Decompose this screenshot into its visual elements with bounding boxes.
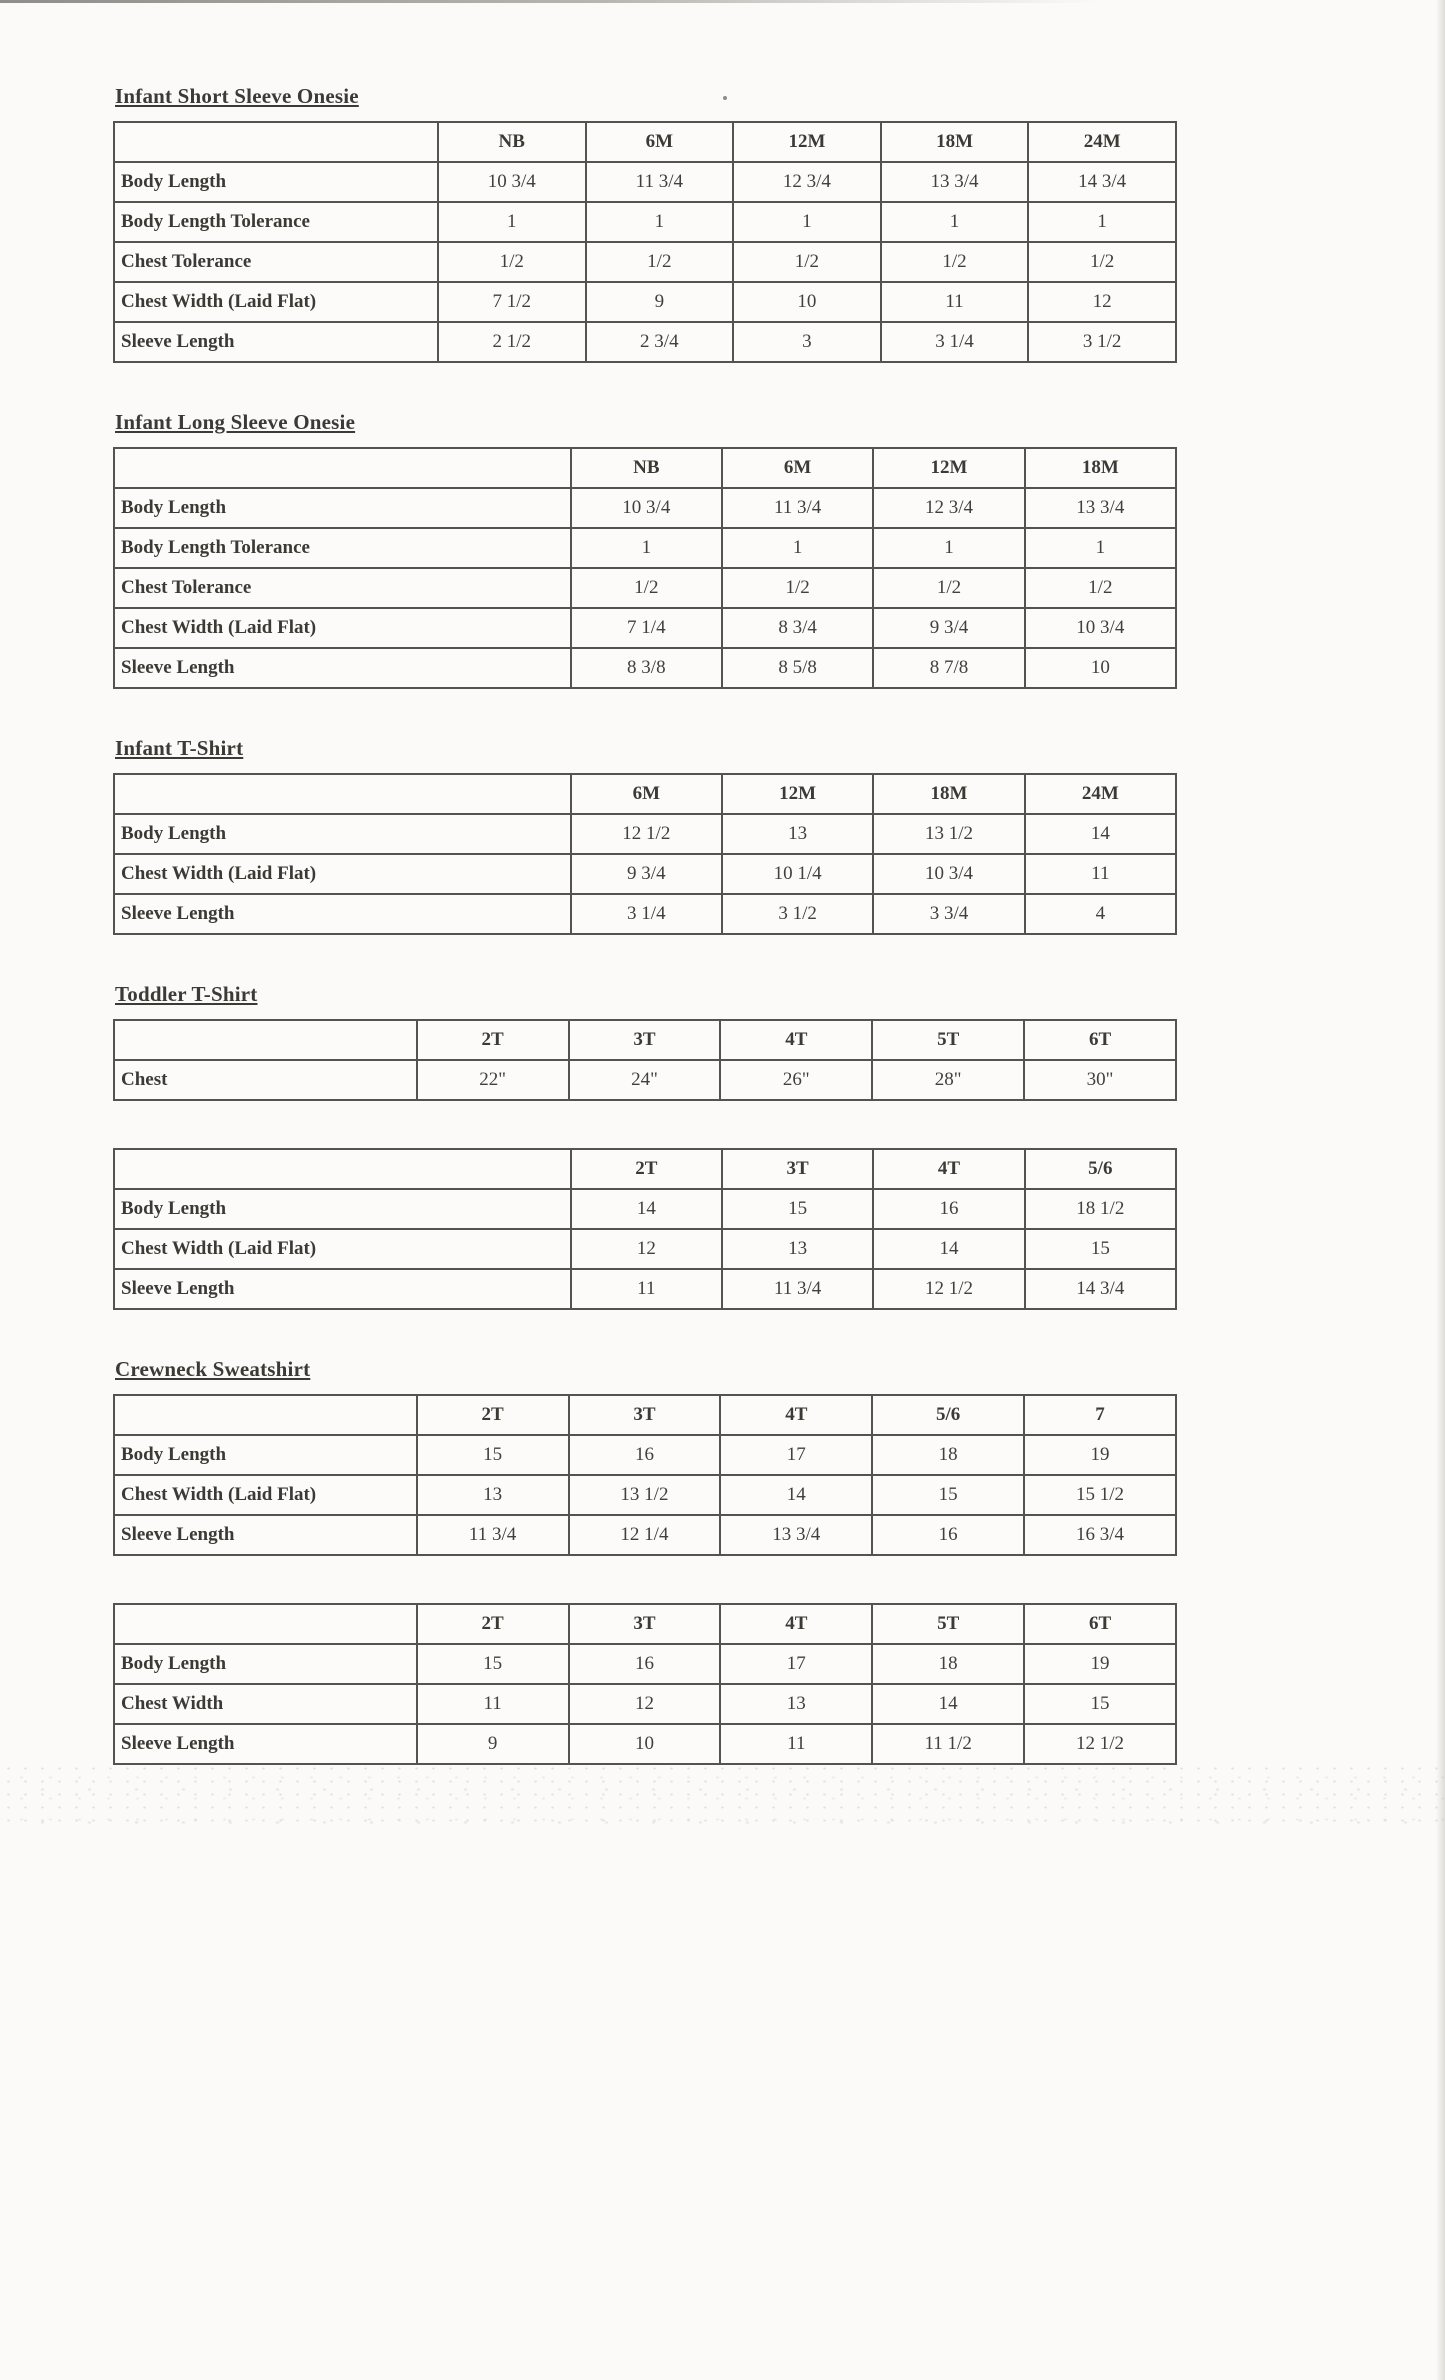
size-value: 9 3/4 [571,854,722,894]
size-value: 10 [1025,648,1176,688]
size-value: 13 1/2 [569,1475,721,1515]
size-value: 1 [881,202,1029,242]
size-value: 1/2 [881,242,1029,282]
size-value: 11 3/4 [586,162,734,202]
column-header: 3T [722,1149,873,1189]
column-header: 18M [1025,448,1176,488]
size-value: 8 7/8 [873,648,1024,688]
scan-right-edge-artifact [1436,0,1445,2380]
section-title: Infant T-Shirt [115,736,244,760]
size-value: 1/2 [571,568,722,608]
size-value: 1 [586,202,734,242]
column-header: 7 [1024,1395,1176,1435]
size-value: 15 [1025,1229,1176,1269]
size-value: 16 [569,1644,721,1684]
size-value: 1/2 [873,568,1024,608]
size-table [113,773,1177,935]
size-value: 16 [569,1435,721,1475]
table-row [114,1435,1176,1475]
row-label: Body Length Tolerance [114,528,571,568]
size-value: 16 3/4 [1024,1515,1176,1555]
column-header: 4T [720,1604,872,1644]
size-chart-section [113,1357,1177,1556]
size-value: 18 [872,1644,1024,1684]
size-value: 12 3/4 [733,162,881,202]
corner-cell [114,1149,571,1189]
size-value: 11 3/4 [722,488,873,528]
size-value: 1 [722,528,873,568]
scan-top-edge-artifact [0,0,1098,3]
row-label: Chest Tolerance [114,568,571,608]
table-row [114,1229,1176,1269]
size-value: 14 3/4 [1025,1269,1176,1309]
table-row [114,1684,1176,1724]
section-title: Crewneck Sweatshirt [115,1357,311,1381]
size-value: 11 [417,1684,569,1724]
table-row [114,814,1176,854]
size-value: 14 [571,1189,722,1229]
column-header: 3T [569,1020,721,1060]
corner-cell [114,448,571,488]
column-header: 6M [571,774,722,814]
table-row [114,1644,1176,1684]
column-header: 12M [722,774,873,814]
table-row [114,894,1176,934]
row-label: Chest Width [114,1684,417,1724]
size-value: 8 3/8 [571,648,722,688]
column-header: 2T [417,1395,569,1435]
column-header: 2T [417,1020,569,1060]
size-value: 13 3/4 [1025,488,1176,528]
size-value: 1/2 [438,242,586,282]
column-header: 24M [1028,122,1176,162]
table-row [114,1515,1176,1555]
column-header: 6T [1024,1604,1176,1644]
column-header: 3T [569,1604,721,1644]
size-value: 16 [873,1189,1024,1229]
size-value: 12 [571,1229,722,1269]
column-header: 6M [586,122,734,162]
size-table [113,1019,1177,1101]
size-value: 3 1/4 [571,894,722,934]
table-row [114,282,1176,322]
size-value: 15 1/2 [1024,1475,1176,1515]
size-value: 10 1/4 [722,854,873,894]
column-header: NB [571,448,722,488]
size-value: 15 [417,1435,569,1475]
row-label: Sleeve Length [114,1269,571,1309]
size-value: 3 1/4 [881,322,1029,362]
size-value: 1 [1025,528,1176,568]
size-table [113,1603,1177,1765]
size-chart-section [113,1148,1177,1310]
table-row [114,488,1176,528]
size-value: 9 3/4 [873,608,1024,648]
table-row [114,162,1176,202]
section-title: Toddler T-Shirt [115,982,258,1006]
size-value: 13 [417,1475,569,1515]
size-value: 2 1/2 [438,322,586,362]
size-value: 13 3/4 [720,1515,872,1555]
size-value: 3 3/4 [873,894,1024,934]
table-row [114,854,1176,894]
size-value: 16 [872,1515,1024,1555]
corner-cell [114,774,571,814]
size-value: 22" [417,1060,569,1100]
size-value: 15 [417,1644,569,1684]
size-value: 2 3/4 [586,322,734,362]
column-header: 12M [873,448,1024,488]
row-label: Chest Width (Laid Flat) [114,1229,571,1269]
size-chart-section [113,410,1177,689]
column-header: 5T [872,1020,1024,1060]
size-table [113,447,1177,689]
size-value: 11 [1025,854,1176,894]
size-value: 30" [1024,1060,1176,1100]
size-value: 1/2 [722,568,873,608]
table-row [114,242,1176,282]
size-value: 11 [571,1269,722,1309]
size-table [113,121,1177,363]
size-value: 12 1/2 [571,814,722,854]
size-value: 14 [1025,814,1176,854]
size-value: 4 [1025,894,1176,934]
column-header: 3T [569,1395,721,1435]
row-label: Chest Width (Laid Flat) [114,1475,417,1515]
size-value: 3 [733,322,881,362]
size-value: 12 1/2 [1024,1724,1176,1764]
row-label: Sleeve Length [114,322,438,362]
size-value: 3 1/2 [1028,322,1176,362]
corner-cell [114,1604,417,1644]
size-value: 14 3/4 [1028,162,1176,202]
size-value: 13 1/2 [873,814,1024,854]
table-row [114,608,1176,648]
size-value: 12 1/4 [569,1515,721,1555]
size-value: 12 [569,1684,721,1724]
size-value: 7 1/2 [438,282,586,322]
row-label: Sleeve Length [114,1515,417,1555]
size-value: 13 [720,1684,872,1724]
column-header: 18M [873,774,1024,814]
size-value: 11 3/4 [722,1269,873,1309]
size-value: 1 [1028,202,1176,242]
size-value: 19 [1024,1644,1176,1684]
size-value: 12 1/2 [873,1269,1024,1309]
size-value: 10 [569,1724,721,1764]
size-value: 13 3/4 [881,162,1029,202]
size-value: 1/2 [1025,568,1176,608]
table-row [114,1475,1176,1515]
size-value: 26" [720,1060,872,1100]
row-label: Body Length [114,1435,417,1475]
size-value: 18 1/2 [1025,1189,1176,1229]
size-chart-section [113,84,1177,363]
table-row [114,1724,1176,1764]
column-header: 24M [1025,774,1176,814]
size-value: 14 [873,1229,1024,1269]
size-value: 10 3/4 [1025,608,1176,648]
table-row [114,1060,1176,1100]
size-chart-section [113,736,1177,935]
corner-cell [114,1395,417,1435]
column-header: 5/6 [1025,1149,1176,1189]
size-value: 1 [733,202,881,242]
table-row [114,528,1176,568]
column-header: 4T [720,1020,872,1060]
size-value: 14 [872,1684,1024,1724]
size-value: 10 3/4 [873,854,1024,894]
table-row [114,1189,1176,1229]
size-value: 15 [1024,1684,1176,1724]
size-value: 13 [722,1229,873,1269]
size-value: 12 [1028,282,1176,322]
column-header: 18M [881,122,1029,162]
size-value: 11 [720,1724,872,1764]
row-label: Body Length [114,1189,571,1229]
section-title: Infant Short Sleeve Onesie [115,84,359,108]
size-value: 9 [586,282,734,322]
size-table [113,1148,1177,1310]
corner-cell [114,122,438,162]
size-value: 15 [722,1189,873,1229]
row-label: Chest Width (Laid Flat) [114,608,571,648]
column-header: 5T [872,1604,1024,1644]
size-chart-content [113,84,1177,1812]
size-value: 1/2 [733,242,881,282]
row-label: Sleeve Length [114,648,571,688]
size-value: 11 [881,282,1029,322]
row-label: Body Length [114,814,571,854]
row-label: Body Length [114,1644,417,1684]
size-value: 17 [720,1435,872,1475]
size-value: 19 [1024,1435,1176,1475]
size-value: 10 [733,282,881,322]
size-value: 1 [873,528,1024,568]
column-header: 4T [720,1395,872,1435]
row-label: Body Length [114,488,571,528]
row-label: Sleeve Length [114,894,571,934]
row-label: Chest Width (Laid Flat) [114,282,438,322]
corner-cell [114,1020,417,1060]
size-value: 11 1/2 [872,1724,1024,1764]
size-value: 11 3/4 [417,1515,569,1555]
table-row [114,568,1176,608]
size-value: 1/2 [1028,242,1176,282]
size-value: 8 3/4 [722,608,873,648]
table-row [114,202,1176,242]
column-header: 2T [417,1604,569,1644]
size-value: 3 1/2 [722,894,873,934]
section-title: Infant Long Sleeve Onesie [115,410,356,434]
column-header: 6T [1024,1020,1176,1060]
size-value: 24" [569,1060,721,1100]
table-row [114,1269,1176,1309]
column-header: 5/6 [872,1395,1024,1435]
column-header: 4T [873,1149,1024,1189]
size-value: 1 [571,528,722,568]
row-label: Body Length Tolerance [114,202,438,242]
row-label: Chest Tolerance [114,242,438,282]
size-value: 7 1/4 [571,608,722,648]
size-value: 1 [438,202,586,242]
row-label: Chest [114,1060,417,1100]
size-value: 14 [720,1475,872,1515]
size-value: 18 [872,1435,1024,1475]
size-value: 15 [872,1475,1024,1515]
row-label: Chest Width (Laid Flat) [114,854,571,894]
column-header: 2T [571,1149,722,1189]
size-value: 12 3/4 [873,488,1024,528]
size-chart-section [113,982,1177,1101]
size-value: 1/2 [586,242,734,282]
table-row [114,648,1176,688]
size-value: 10 3/4 [438,162,586,202]
size-chart-section [113,1603,1177,1765]
table-row [114,322,1176,362]
size-value: 9 [417,1724,569,1764]
column-header: 12M [733,122,881,162]
column-header: NB [438,122,586,162]
size-value: 17 [720,1644,872,1684]
column-header: 6M [722,448,873,488]
row-label: Body Length [114,162,438,202]
size-value: 13 [722,814,873,854]
size-value: 10 3/4 [571,488,722,528]
size-value: 28" [872,1060,1024,1100]
row-label: Sleeve Length [114,1724,417,1764]
size-table [113,1394,1177,1556]
size-value: 8 5/8 [722,648,873,688]
